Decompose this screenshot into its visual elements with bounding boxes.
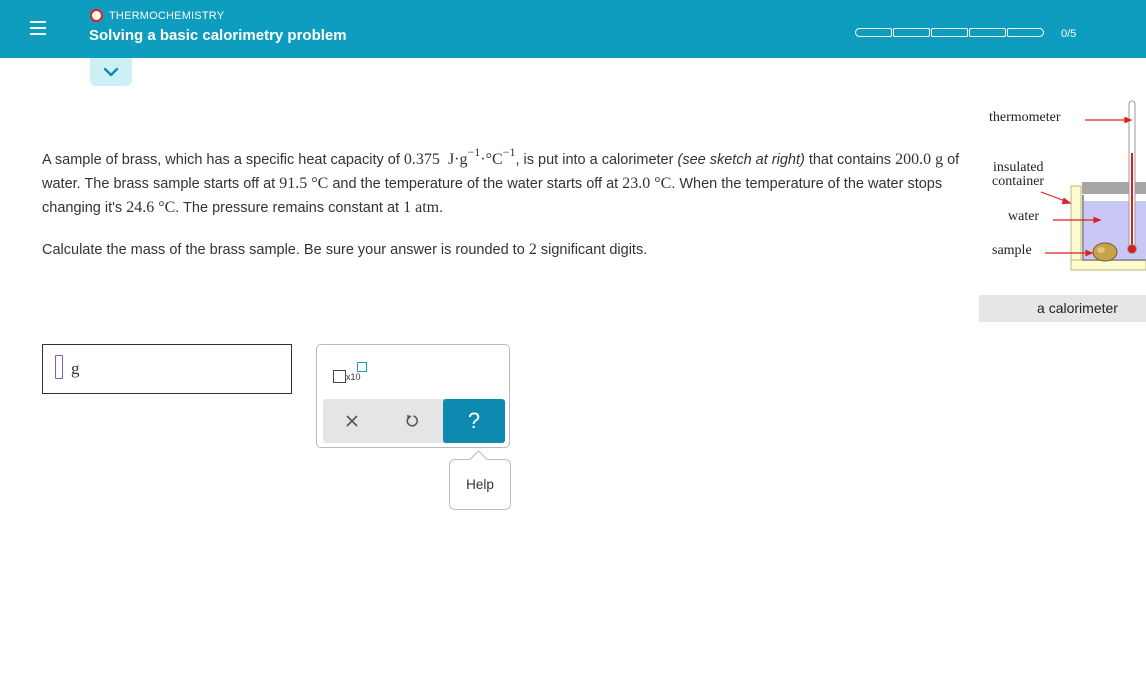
page-title: Solving a basic calorimetry problem	[89, 27, 347, 44]
calorimeter-sketch	[979, 95, 1146, 325]
question-segment: and the temperature of the water starts off at	[328, 176, 623, 192]
pressure-value: 1 atm	[403, 199, 440, 216]
final-temperature: 24.6 °C	[126, 199, 176, 216]
water-temperature: 23.0 °C	[622, 175, 672, 192]
input-placeholder-box[interactable]	[55, 355, 63, 379]
topic-row	[90, 9, 224, 22]
progress-segment	[969, 28, 1006, 37]
question-segment: A sample of brass, which has a specific heat capacity of	[42, 152, 404, 168]
exponent: −1	[467, 145, 481, 159]
instruction-text	[42, 241, 647, 259]
help-tooltip: Help	[449, 459, 511, 510]
progress-bar	[855, 28, 1045, 37]
exponent-box-icon	[357, 362, 367, 372]
progress-segment	[893, 28, 930, 37]
top-bar	[0, 0, 1146, 58]
base-box-icon	[333, 370, 346, 383]
question-text	[42, 145, 977, 220]
progress-label: 0/5	[1061, 28, 1077, 40]
heat-capacity-unit: ·°C	[480, 151, 503, 168]
label-container: container	[992, 174, 1045, 189]
action-bar	[323, 399, 505, 443]
help-button[interactable]: ?	[443, 399, 505, 443]
question-segment: that contains	[804, 152, 896, 168]
sci-label: x10	[346, 372, 361, 382]
progress-segment	[1007, 28, 1044, 37]
label-thermometer: thermometer	[989, 110, 1061, 125]
question-segment: . When the temperature of the water stops changing it's	[42, 176, 943, 216]
label-sample: sample	[992, 243, 1032, 258]
instruction-segment: Calculate the mass of the brass sample. Be sure your answer is rounded to	[42, 242, 529, 258]
clear-button[interactable]	[323, 399, 381, 443]
topic-label: THERMOCHEMISTRY	[109, 9, 225, 22]
label-water: water	[1008, 209, 1040, 224]
water-mass: 200.0 g	[895, 151, 944, 168]
instruction-segment: significant digits.	[536, 242, 648, 258]
question-segment: of water. The brass sample starts off at	[42, 152, 960, 192]
answer-unit: g	[71, 359, 80, 378]
question-segment: . The pressure remains constant at	[175, 200, 404, 216]
expand-tab[interactable]	[90, 58, 132, 86]
question-segment: , is put into a calorimeter	[515, 152, 678, 168]
clear-icon	[345, 414, 359, 428]
chevron-down-icon	[103, 66, 119, 78]
heat-capacity-unit: J·g	[447, 151, 468, 168]
heat-capacity-value: 0.375	[403, 151, 440, 168]
answer-input[interactable]	[42, 344, 292, 394]
math-palette	[316, 344, 510, 448]
label-insulated: insulated	[993, 160, 1044, 175]
status-circle-icon	[90, 9, 103, 22]
scientific-notation-button[interactable]	[331, 362, 371, 384]
undo-button[interactable]	[383, 399, 441, 443]
exponent: −1	[502, 145, 516, 159]
question-segment: .	[439, 200, 444, 216]
menu-icon[interactable]	[22, 14, 54, 42]
undo-icon	[404, 413, 420, 429]
brass-temperature: 91.5 °C	[279, 175, 329, 192]
progress-segment	[931, 28, 968, 37]
progress-segment	[855, 28, 892, 37]
sketch-caption: a calorimeter	[979, 295, 1146, 322]
sketch-reference: (see sketch at right)	[677, 152, 805, 168]
significant-digits: 2	[528, 241, 537, 258]
calorimeter-illustration	[979, 95, 1146, 325]
